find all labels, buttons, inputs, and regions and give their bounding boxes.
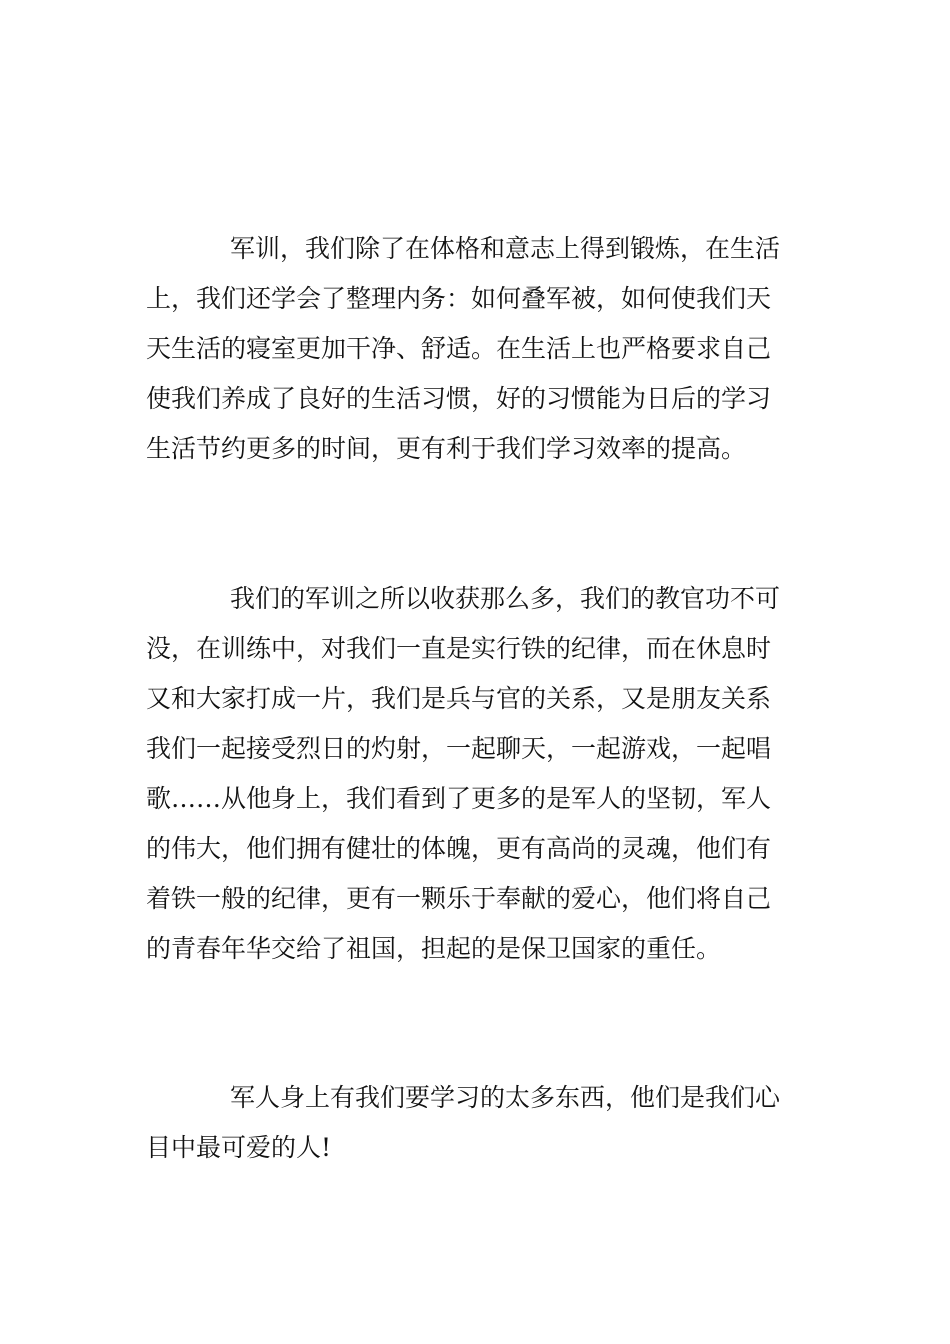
paragraph-line: 歌……从他身上，我们看到了更多的是军人的坚韧，军人 <box>146 784 772 813</box>
paragraph-military-training-life <box>146 224 808 474</box>
paragraph-line: 使我们养成了良好的生活习惯，好的习惯能为日后的学习 <box>146 384 772 413</box>
paragraph-line: 我们的军训之所以收获那么多，我们的教官功不可 <box>230 584 781 613</box>
paragraph-line: 着铁一般的纪律，更有一颗乐于奉献的爱心，他们将自己 <box>146 884 772 913</box>
paragraph-line: 军人身上有我们要学习的太多东西，他们是我们心 <box>230 1083 781 1112</box>
paragraph-line: 军训，我们除了在体格和意志上得到锻炼，在生活 <box>230 234 781 263</box>
paragraph-instructors <box>146 574 808 974</box>
paragraph-line: 没，在训练中，对我们一直是实行铁的纪律，而在休息时 <box>146 634 772 663</box>
paragraph-line: 的青春年华交给了祖国，担起的是保卫国家的重任。 <box>146 934 722 963</box>
paragraph-line: 我们一起接受烈日的灼射，一起聊天，一起游戏，一起唱 <box>146 734 772 763</box>
paragraph-line: 又和大家打成一片，我们是兵与官的关系，又是朋友关系 <box>146 684 772 713</box>
paragraph-line: 的伟大，他们拥有健壮的体魄，更有高尚的灵魂，他们有 <box>146 834 772 863</box>
paragraph-soldiers <box>146 1073 808 1173</box>
paragraph-line: 生活节约更多的时间，更有利于我们学习效率的提高。 <box>146 434 747 463</box>
paragraph-line: 天生活的寝室更加干净、舒适。在生活上也严格要求自己 <box>146 334 772 363</box>
paragraph-line: 目中最可爱的人! <box>146 1133 332 1162</box>
paragraph-line: 上，我们还学会了整理内务：如何叠军被，如何使我们天 <box>146 284 772 313</box>
